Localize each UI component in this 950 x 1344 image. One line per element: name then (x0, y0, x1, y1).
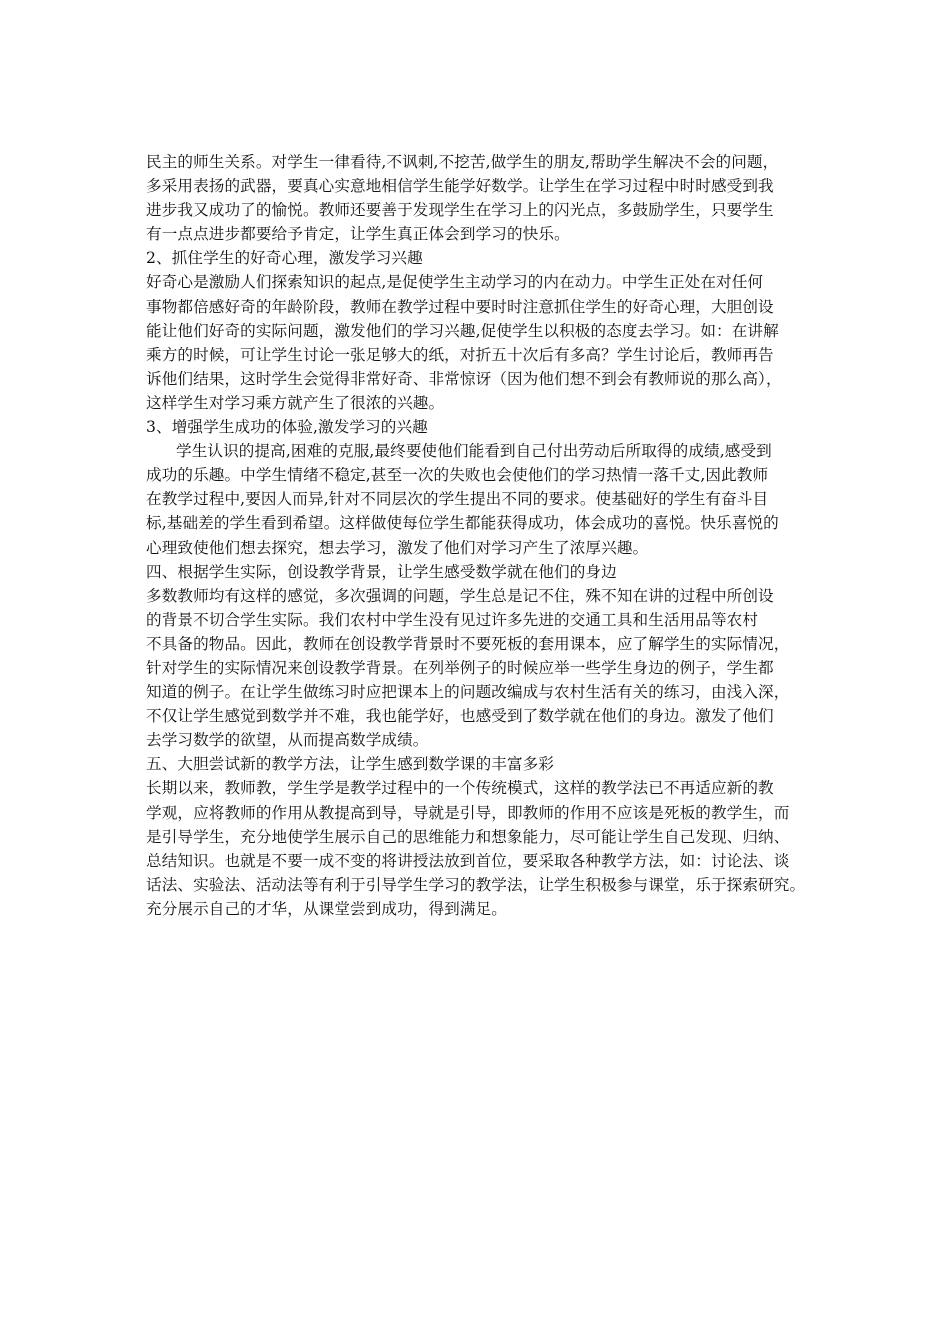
text-line-7: 事物都倍感好奇的年龄阶段，教师在教学过程中要时时注意抓住学生的好奇心理，大胆创设 (146, 297, 774, 316)
text-line-4: 有一点点进步都要给予肯定，让学生真正体会到学习的快乐。 (146, 225, 570, 244)
text-line-28: 学观，应将教师的作用从教提高到导，导就是引导，即教师的作用不应该是死板的教学生，而 (146, 803, 790, 822)
document-page (146, 150, 826, 921)
text-line-19: 多数教师均有这样的感觉，多次强调的问题，学生总是记不住，殊不知在讲的过程中所创设 (146, 586, 774, 605)
text-line-22: 针对学生的实际情况来创设教学背景。在列举例子的时候应举一些学生身边的例子，学生都 (146, 658, 774, 677)
text-line-29: 是引导学生，充分地使学生展示自己的思维能力和想象能力，尽可能让学生自己发现、归纳、 (146, 827, 790, 846)
text-line-6: 好奇心是激励人们探索知识的起点,是促使学生主动学习的内在动力。中学生正处在对任何 (146, 273, 764, 292)
text-line-27: 长期以来，教师教，学生学是教学过程中的一个传统模式，这样的教学法已不再适应新的教 (146, 779, 774, 798)
text-line-24: 不仅让学生感觉到数学并不难，我也能学好，也感受到了数学就在他们的身边。激发了他们 (146, 707, 774, 726)
text-line-2: 多采用表扬的武器，要真心实意地相信学生能学好数学。让学生在学习过程中时时感受到我 (146, 177, 774, 196)
text-line-30: 总结知识。也就是不要一成不变的将讲授法放到首位，要采取各种教学方法，如：讨论法、谈 (146, 851, 790, 870)
text-line-11: 这样学生对学习乘方就产生了很浓的兴趣。 (146, 393, 445, 412)
text-line-20: 的背景不切合学生实际。我们农村中学生没有见过许多先进的交通工具和生活用品等农村 (146, 610, 759, 629)
text-line-23: 知道的例子。在让学生做练习时应把课本上的问题改编成与农村生活有关的练习，由浅入深， (146, 683, 790, 702)
text-line-8: 能让他们好奇的实际问题，激发他们的学习兴趣,促使学生以积极的态度去学习。如：在讲解 (146, 321, 779, 340)
text-line-25: 去学习数学的欲望，从而提高数学成绩。 (146, 731, 429, 750)
section-heading-4: 四、根据学生实际，创设教学背景，让学生感受数学就在他们的身边 (146, 562, 617, 581)
text-line-13: 学生认识的提高,困难的克服,最终要使他们能看到自己付出劳动后所取得的成绩,感受到 (176, 442, 772, 461)
section-heading-2: 2、抓住学生的好奇心理，激发学习兴趣 (146, 249, 423, 268)
text-line-1: 民主的师生关系。对学生一律看待,不讽刺,不挖苦,做学生的朋友,帮助学生解决不会的问题， (146, 153, 779, 171)
text-line-31: 话法、实验法、活动法等有利于引导学生学习的教学法，让学生积极参与课堂，乐于探索研究。 (146, 875, 806, 894)
text-line-9: 乘方的时候，可让学生讨论一张足够大的纸，对折五十次后有多高？学生讨论后，教师再告 (146, 345, 774, 364)
text-line-32: 充分展示自己的才华，从课堂尝到成功，得到满足。 (146, 899, 507, 918)
text-line-10: 诉他们结果，这时学生会觉得非常好奇、非常惊讶（因为他们想不到会有教师说的那么高）， (146, 369, 782, 388)
text-line-17: 心理致使他们想去探究，想去学习，激发了他们对学习产生了浓厚兴趣。 (146, 538, 649, 557)
text-line-16: 标,基础差的学生看到希望。这样做使每位学生都能获得成功，体会成功的喜悦。快乐喜悦的 (146, 514, 779, 533)
section-heading-5: 五、大胆尝试新的教学方法，让学生感到数学课的丰富多彩 (146, 755, 555, 774)
text-line-15: 在教学过程中,要因人而异,针对不同层次的学生提出不同的要求。使基础好的学生有奋斗目 (146, 490, 769, 509)
text-line-3: 进步我又成功了的愉悦。教师还要善于发现学生在学习上的闪光点，多鼓励学生，只要学生 (146, 201, 774, 220)
text-line-14: 成功的乐趣。中学生情绪不稳定,甚至一次的失败也会使他们的学习热情一落千丈,因此教师 (146, 466, 769, 485)
section-heading-3: 3、增强学生成功的体验,激发学习的兴趣 (146, 418, 428, 437)
text-line-21: 不具备的物品。因此，教师在创设教学背景时不要死板的套用课本，应了解学生的实际情况， (146, 634, 790, 653)
